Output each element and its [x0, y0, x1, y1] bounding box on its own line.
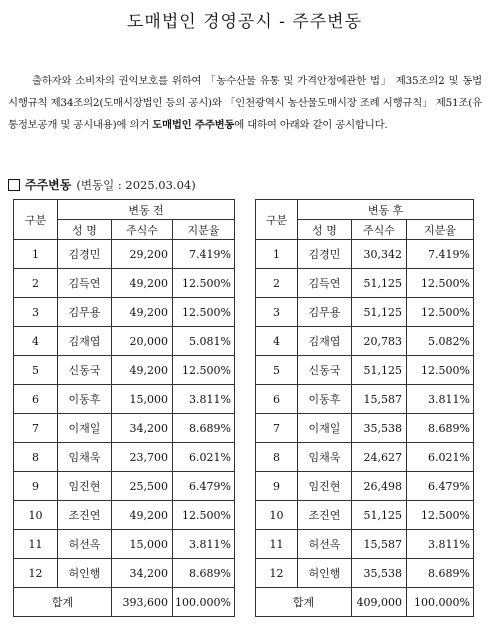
page-title: 도매법인 경영공시 - 주주변동 [126, 12, 363, 32]
cell-no: 10 [14, 501, 58, 530]
cell-shares: 30,342 [352, 240, 407, 269]
cell-ratio: 12.500% [173, 269, 235, 298]
cell-name: 김무용 [58, 298, 112, 327]
table-row [256, 298, 474, 327]
col-name: 성 명 [298, 220, 352, 240]
cell-name: 이동후 [298, 385, 352, 414]
total-shares: 393,600 [112, 588, 173, 617]
table-row [256, 443, 474, 472]
cell-shares: 49,200 [112, 269, 173, 298]
table-row [14, 327, 235, 356]
table-row [256, 240, 474, 269]
total-row [14, 588, 235, 617]
cell-no: 4 [256, 327, 298, 356]
col-shares: 주식수 [112, 220, 173, 240]
cell-ratio: 12.500% [407, 298, 474, 327]
table-row [256, 356, 474, 385]
cell-name: 김경민 [298, 240, 352, 269]
cell-no: 8 [14, 443, 58, 472]
cell-shares: 51,125 [352, 269, 407, 298]
cell-name: 김재엽 [298, 327, 352, 356]
cell-name: 조진연 [58, 501, 112, 530]
cell-ratio: 8.689% [407, 414, 474, 443]
cell-name: 이재일 [58, 414, 112, 443]
intro-text-1: 출하자와 소비자의 권익보호를 위하여 「농수산물 유통 및 가격안정에관한 법」 제35조의2 및 동법 시행규칙 제34조의2(도매시장법인 등의 공시)와 「인천광역시 농산물도매시장 조례 시행규칙」 제51조(유통정보공개 및 공시내용)에 의거 [8, 75, 482, 131]
cell-name: 임진현 [298, 472, 352, 501]
total-shares: 409,000 [352, 588, 407, 617]
table-row [256, 530, 474, 559]
cell-ratio: 5.082% [407, 327, 474, 356]
cell-name: 임채욱 [58, 443, 112, 472]
intro-bold-text: 도매법인 주주변동 [152, 119, 235, 131]
col-ratio: 지분율 [173, 220, 235, 240]
cell-ratio: 12.500% [173, 501, 235, 530]
cell-ratio: 3.811% [173, 385, 235, 414]
cell-name: 임채욱 [298, 443, 352, 472]
square-bullet-icon [8, 179, 20, 191]
cell-shares: 24,627 [352, 443, 407, 472]
cell-no: 5 [14, 356, 58, 385]
cell-name: 허선옥 [298, 530, 352, 559]
cell-no: 7 [14, 414, 58, 443]
cell-name: 허선옥 [58, 530, 112, 559]
cell-shares: 15,000 [112, 530, 173, 559]
col-gubun: 구분 [14, 200, 58, 240]
cell-ratio: 8.689% [173, 559, 235, 588]
table-row [256, 559, 474, 588]
table-row [14, 356, 235, 385]
cell-ratio: 12.500% [407, 501, 474, 530]
cell-name: 김득연 [58, 269, 112, 298]
cell-name: 이동후 [58, 385, 112, 414]
cell-ratio: 5.081% [173, 327, 235, 356]
table-row [14, 385, 235, 414]
cell-shares: 35,538 [352, 414, 407, 443]
cell-no: 9 [256, 472, 298, 501]
table-body [256, 240, 474, 588]
shareholders-after-table [255, 199, 474, 617]
cell-name: 김경민 [58, 240, 112, 269]
cell-no: 3 [256, 298, 298, 327]
table-row [14, 240, 235, 269]
cell-no: 9 [14, 472, 58, 501]
cell-no: 5 [256, 356, 298, 385]
total-label: 합계 [256, 588, 352, 617]
cell-ratio: 3.811% [407, 385, 474, 414]
table-row [256, 501, 474, 530]
cell-name: 김무용 [298, 298, 352, 327]
cell-ratio: 8.689% [407, 559, 474, 588]
total-label: 합계 [14, 588, 112, 617]
cell-ratio: 6.479% [173, 472, 235, 501]
cell-shares: 26,498 [352, 472, 407, 501]
total-row [256, 588, 474, 617]
cell-shares: 34,200 [112, 559, 173, 588]
cell-ratio: 12.500% [173, 298, 235, 327]
cell-shares: 23,700 [112, 443, 173, 472]
cell-no: 11 [14, 530, 58, 559]
cell-no: 1 [14, 240, 58, 269]
col-name: 성 명 [58, 220, 112, 240]
cell-shares: 49,200 [112, 356, 173, 385]
cell-no: 12 [14, 559, 58, 588]
cell-name: 임진현 [58, 472, 112, 501]
cell-no: 8 [256, 443, 298, 472]
cell-ratio: 7.419% [173, 240, 235, 269]
cell-no: 11 [256, 530, 298, 559]
cell-ratio: 6.021% [173, 443, 235, 472]
cell-ratio: 7.419% [407, 240, 474, 269]
cell-no: 7 [256, 414, 298, 443]
table-row [256, 414, 474, 443]
cell-ratio: 12.500% [407, 356, 474, 385]
cell-ratio: 3.811% [407, 530, 474, 559]
cell-name: 조진연 [298, 501, 352, 530]
change-date: (변동일 : 2025.03.04) [76, 177, 196, 192]
cell-ratio: 12.500% [173, 356, 235, 385]
table-row [14, 501, 235, 530]
table-row [14, 530, 235, 559]
cell-name: 김재엽 [58, 327, 112, 356]
cell-name: 이재일 [298, 414, 352, 443]
cell-shares: 34,200 [112, 414, 173, 443]
total-ratio: 100.000% [407, 588, 474, 617]
cell-no: 12 [256, 559, 298, 588]
shareholders-before-table [13, 199, 235, 617]
cell-ratio: 8.689% [173, 414, 235, 443]
cell-ratio: 12.500% [407, 269, 474, 298]
cell-shares: 49,200 [112, 298, 173, 327]
cell-shares: 15,587 [352, 530, 407, 559]
cell-name: 허인행 [298, 559, 352, 588]
cell-shares: 25,500 [112, 472, 173, 501]
intro-paragraph [8, 70, 482, 136]
table-row [256, 269, 474, 298]
group-header: 변동 전 [58, 200, 235, 220]
cell-shares: 51,125 [352, 501, 407, 530]
table-row [256, 327, 474, 356]
table-row [14, 414, 235, 443]
cell-no: 2 [256, 269, 298, 298]
col-ratio: 지분율 [407, 220, 474, 240]
cell-shares: 35,538 [352, 559, 407, 588]
cell-shares: 29,200 [112, 240, 173, 269]
col-shares: 주식수 [352, 220, 407, 240]
table-body [14, 240, 235, 588]
intro-text-2: 에 대하여 아래와 같이 공시합니다. [234, 119, 388, 131]
cell-no: 1 [256, 240, 298, 269]
cell-name: 허인행 [58, 559, 112, 588]
cell-shares: 15,000 [112, 385, 173, 414]
cell-no: 6 [256, 385, 298, 414]
cell-no: 3 [14, 298, 58, 327]
cell-shares: 51,125 [352, 356, 407, 385]
group-header: 변동 후 [298, 200, 474, 220]
table-row [256, 385, 474, 414]
col-gubun: 구분 [256, 200, 298, 240]
cell-shares: 49,200 [112, 501, 173, 530]
cell-no: 2 [14, 269, 58, 298]
table-row [14, 472, 235, 501]
table-row [14, 559, 235, 588]
cell-shares: 15,587 [352, 385, 407, 414]
cell-no: 4 [14, 327, 58, 356]
table-row [256, 472, 474, 501]
cell-name: 김득연 [298, 269, 352, 298]
cell-no: 10 [256, 501, 298, 530]
cell-name: 신동국 [58, 356, 112, 385]
table-row [14, 298, 235, 327]
table-row [14, 443, 235, 472]
cell-shares: 20,783 [352, 327, 407, 356]
table-row [14, 269, 235, 298]
cell-shares: 20,000 [112, 327, 173, 356]
cell-ratio: 3.811% [173, 530, 235, 559]
cell-name: 신동국 [298, 356, 352, 385]
cell-no: 6 [14, 385, 58, 414]
total-ratio: 100.000% [173, 588, 235, 617]
cell-shares: 51,125 [352, 298, 407, 327]
section-title: 주주변동 [25, 178, 72, 192]
cell-ratio: 6.479% [407, 472, 474, 501]
cell-ratio: 6.021% [407, 443, 474, 472]
section-heading [8, 176, 196, 193]
